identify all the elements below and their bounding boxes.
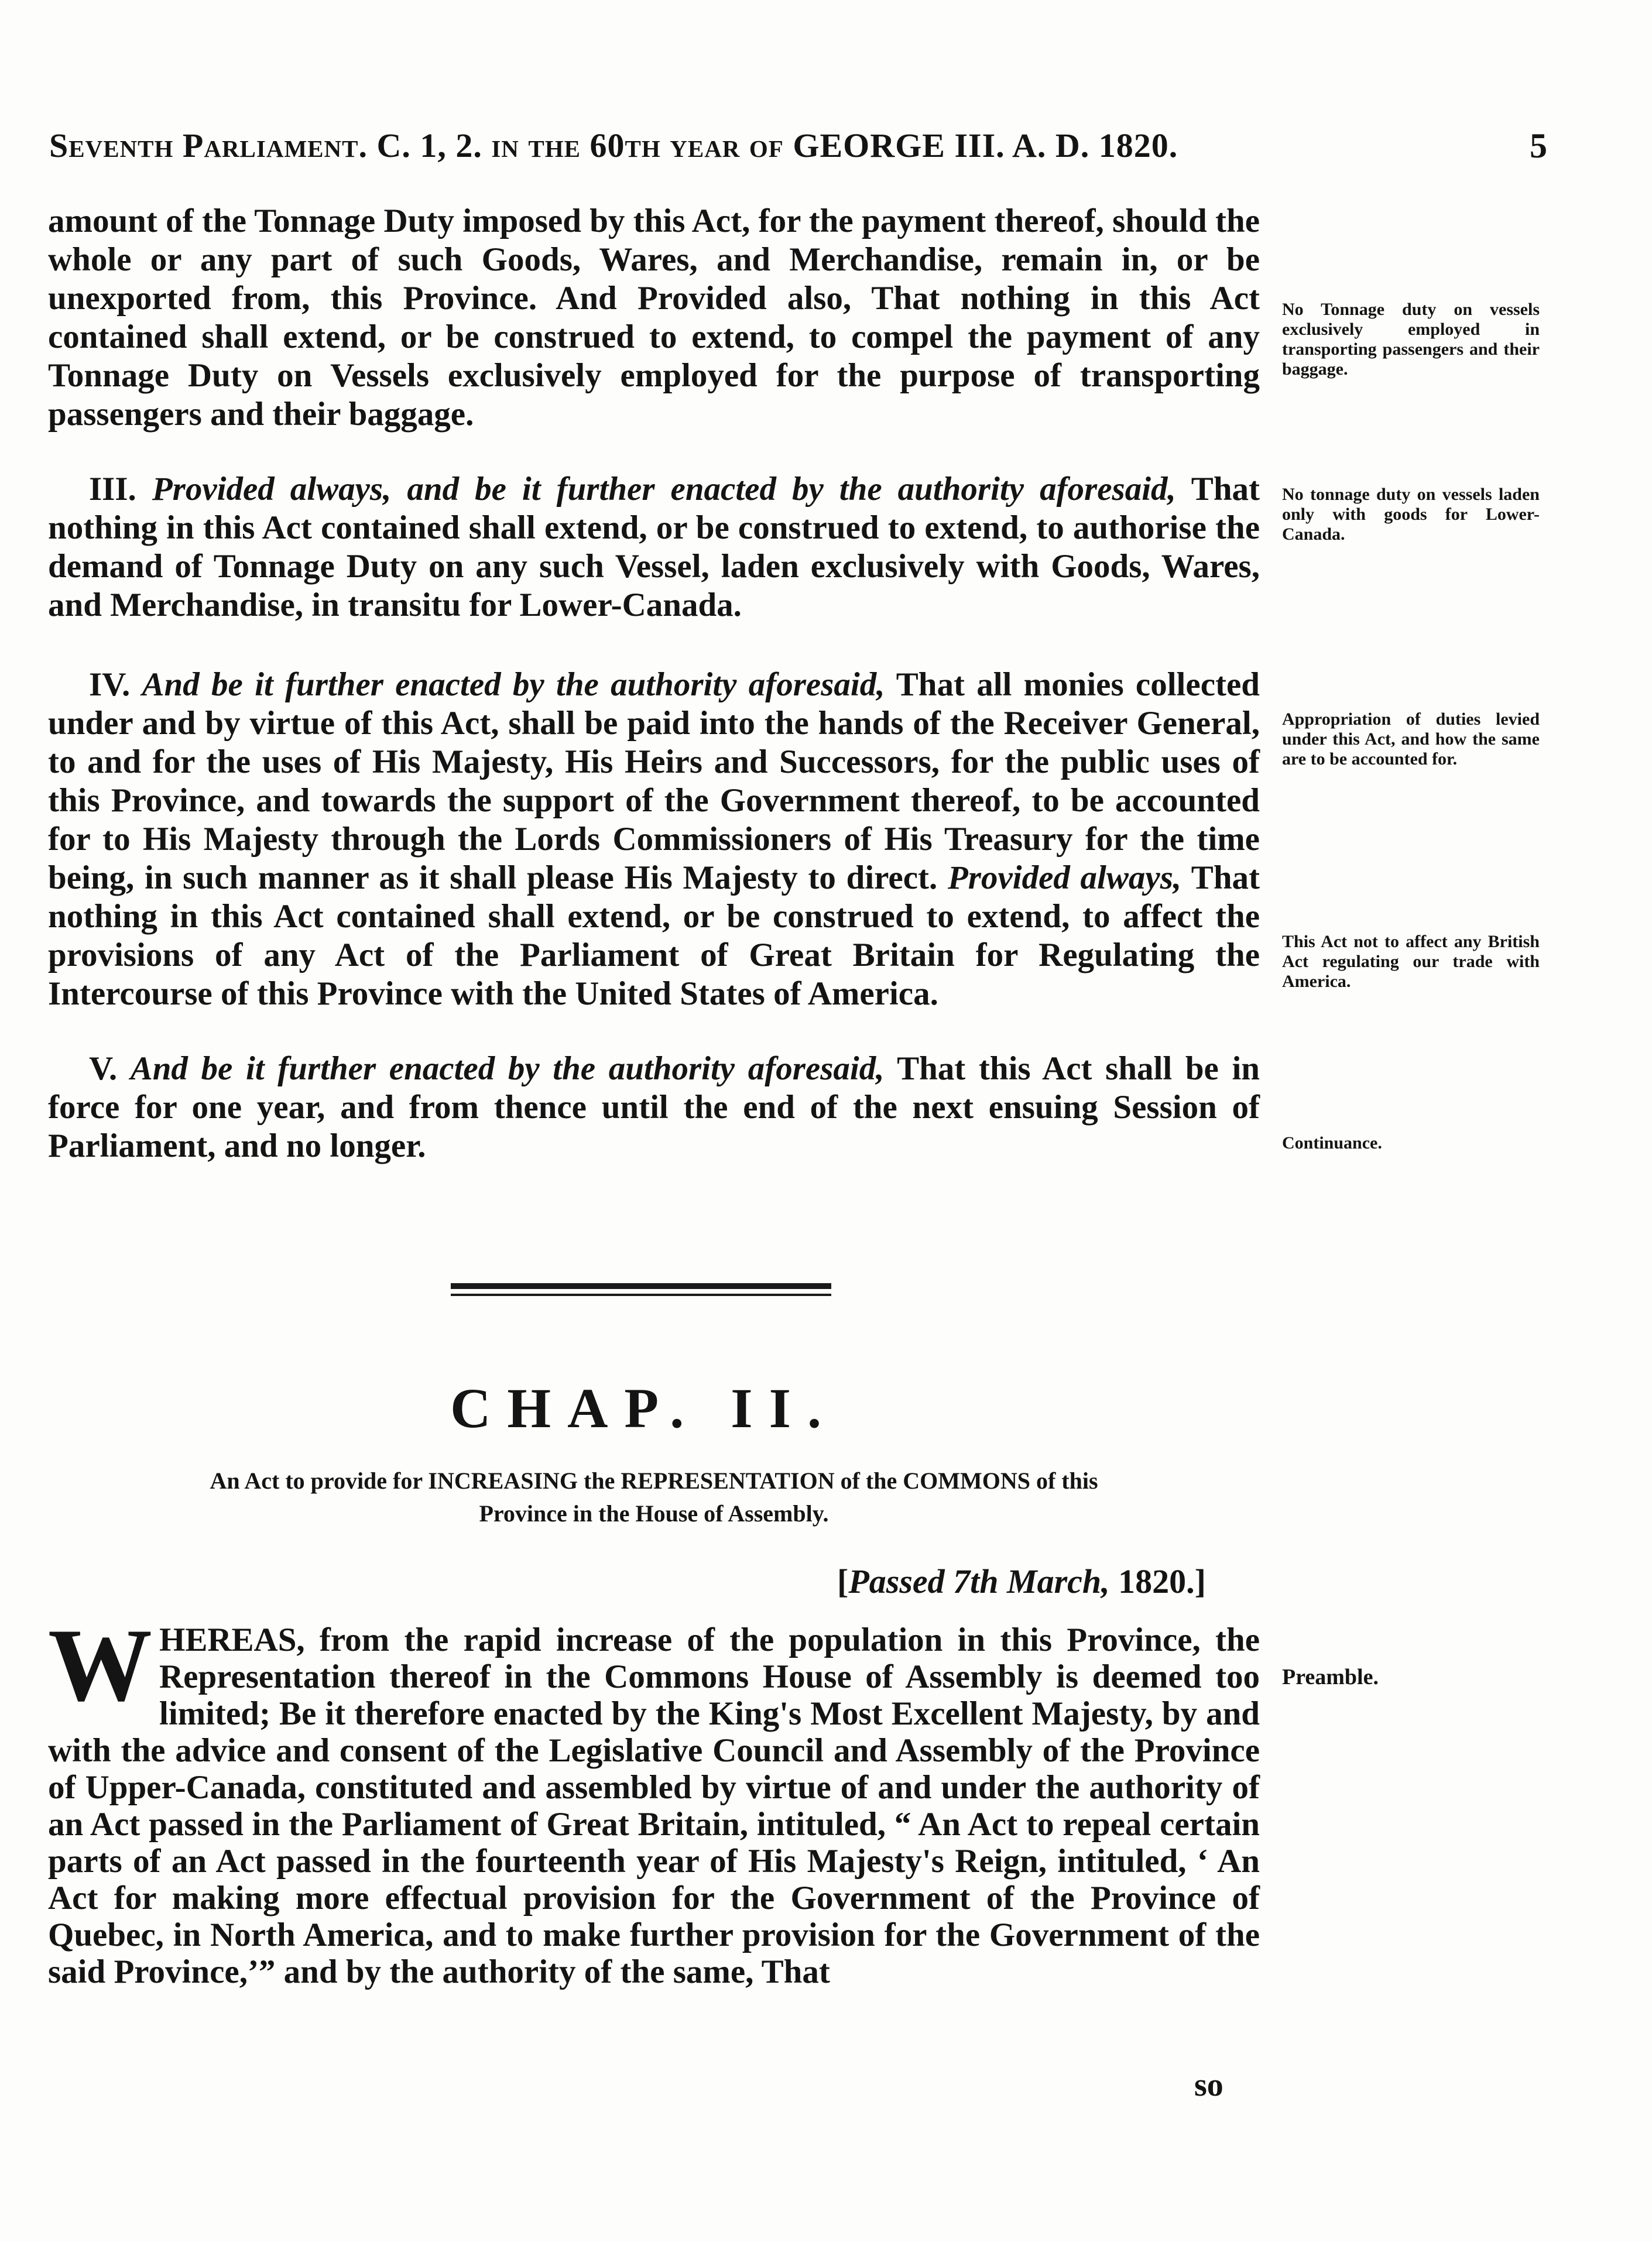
chapter-description-line: An Act to provide for INCREASING the REPRESENTATION of the COMMONS of this — [210, 1468, 1098, 1494]
chapter-description-line: Province in the House of Assembly. — [479, 1500, 829, 1527]
margin-note: No tonnage duty on vessels laden only with goods for Lower-Canada. — [1282, 485, 1540, 544]
continued-section — [48, 202, 1260, 434]
catchword: so — [1194, 2067, 1223, 2103]
margin-note: This Act not to affect any British Act regulating our trade with America. — [1282, 932, 1540, 991]
section-enacting-clause: Provided always, and be it further enacted by the authority aforesaid, — [152, 471, 1176, 508]
running-title: Seventh Parliament. C. 1, 2. in the 60th year of GEORGE III. A. D. 1820. — [49, 126, 1178, 164]
section-5 — [48, 1050, 1260, 1165]
section-enacting-clause: And be it further enacted by the authority aforesaid, — [130, 1050, 885, 1087]
section-number: V. — [89, 1050, 118, 1087]
section-text: That nothing in this Act contained shall extend, or be construed to extend, to authorise the demand of Tonnage Duty on any such Vessel, laden exclusively with Goods, Wares, and Merchandise, in transitu for Lower-Canada. — [48, 471, 1260, 623]
drop-cap: W — [48, 1607, 152, 1723]
section-text-2: That nothing in this Act contained shall extend, or be construed to extend, to affect the provisions of any Act of the Parliament of Great Britain for Regulating the Intercourse of this Province with the United States of America. — [48, 859, 1260, 1012]
passed-label: Passed 7th March, — [848, 1562, 1110, 1600]
section-enacting-clause: And be it further enacted by the authority aforesaid, — [142, 666, 885, 703]
margin-note: Continuance. — [1282, 1133, 1382, 1153]
section-4 — [48, 666, 1260, 1013]
section-text: That this Act shall be in force for one year, and from thence until the end of the next ensuing Session of Parliament, and no longer. — [48, 1050, 1260, 1164]
preamble-paragraph — [48, 1607, 1260, 1990]
section-proviso: Provided always, — [947, 859, 1182, 896]
margin-note: Appropriation of duties levied under this Act, and how the same are to be accounted for. — [1282, 709, 1540, 769]
preamble-text: HEREAS, from the rapid increase of the population in this Province, the Representation thereof in the Commons House of Assembly is deemed too limited; Be it therefore enacted by the King's Most Excellent Majesty, by and with the advice and consent of the Legislative Council and Assembly of the Province of Upper-Canada, constituted and assembled by virtue of and under the authority of an Act passed in the Parliament of Great Britain, intituled, “ An Act to repeal certain parts of an Act passed in the fourteenth year of His Majesty's Reign, intituled, ‘ An Act for making more effectual provision for the Government of the Province of Quebec, in North America, and to make further provision for the Government of the said Province,’” and by the authority of the same, That — [48, 1621, 1260, 1990]
margin-note: Preamble. — [1282, 1665, 1379, 1689]
page-number: 5 — [1530, 126, 1548, 165]
chapter-description — [48, 1465, 1260, 1530]
section-number: IV. — [89, 666, 131, 703]
section-number: III. — [89, 471, 136, 508]
chapter-title: CHAP. II. — [450, 1377, 838, 1439]
section-text: That all monies collected under and by virtue of this Act, shall be paid into the hands of the Receiver General, to and for the uses of His Majesty, His Heirs and Successors, for the public uses of this Province, and towards the support of the Government thereof, to be accounted for to His Majesty through the Lords Commissioners of His Treasury for the time being, in such manner as it shall please His Majesty to direct. — [48, 666, 1260, 896]
running-header — [49, 126, 1548, 173]
passed-year: 1820. — [1118, 1562, 1195, 1600]
section-3 — [48, 470, 1260, 625]
margin-note: No Tonnage duty on vessels exclusively employed in transporting passengers and their baggage. — [1282, 300, 1540, 379]
section-text: amount of the Tonnage Duty imposed by this Act, for the payment thereof, should the whole or any part of such Goods, Wares, and Merchandise, remain in, or be unexported from, this Province. And Provided also, That nothing in this Act contained shall extend, or be construed to extend, to compel the payment of any Tonnage Duty on Vessels exclusively employed for the purpose of transporting passengers and their baggage. — [48, 203, 1260, 433]
section-divider — [451, 1283, 831, 1296]
passed-date: [Passed 7th March, 1820.] — [837, 1562, 1206, 1600]
main-text — [48, 202, 1260, 1165]
